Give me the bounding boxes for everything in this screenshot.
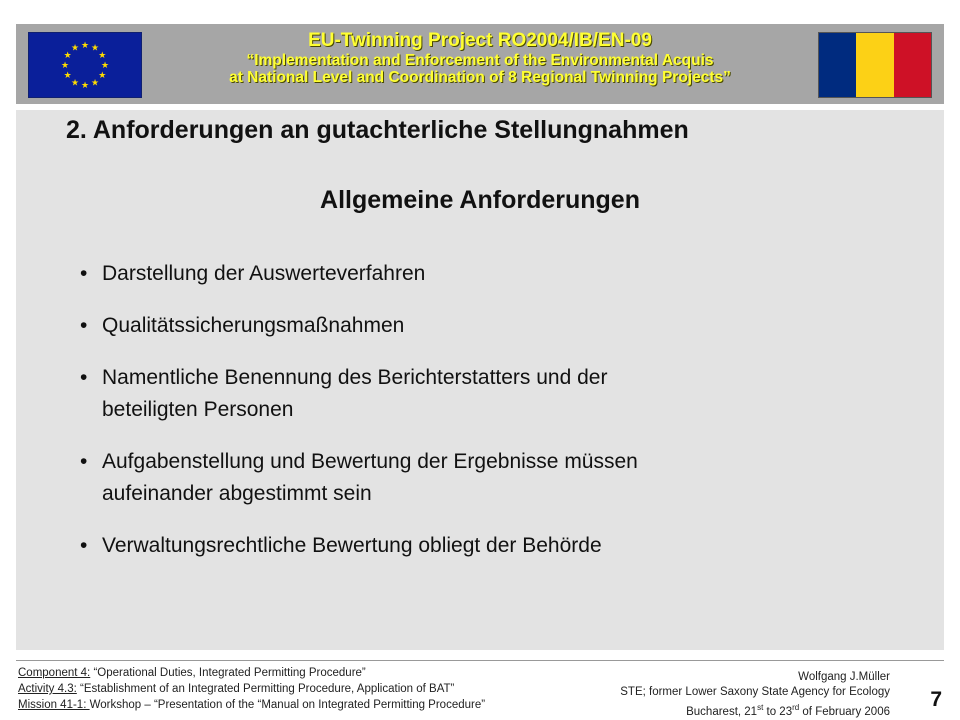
bullet-line: Darstellung der Auswerteverfahren bbox=[102, 262, 426, 285]
eu-star-icon: ★ bbox=[98, 50, 107, 60]
bullet-item bbox=[80, 310, 920, 342]
flag-stripe-blue bbox=[819, 33, 856, 97]
footer-project-info bbox=[18, 665, 578, 713]
eu-star-icon: ★ bbox=[90, 77, 100, 88]
presentation-date bbox=[620, 700, 890, 720]
bullet-line: beteiligten Personen bbox=[102, 398, 294, 421]
footer-activity bbox=[18, 681, 578, 697]
activity-text: “Establishment of an Integrated Permitting Procedure, Application of BAT” bbox=[76, 683, 455, 695]
footer-divider bbox=[16, 660, 944, 661]
eu-star-icon: ★ bbox=[60, 60, 70, 70]
author-affiliation: STE; former Lower Saxony State Agency for Ecology bbox=[620, 686, 890, 698]
mission-text: Workshop – “Presentation of the “Manual on Integrated Permitting Procedure” bbox=[89, 699, 486, 711]
project-title: EU-Twinning Project RO2004/IB/EN-09 bbox=[308, 30, 652, 51]
page-number: 7 bbox=[930, 688, 942, 711]
romania-flag-icon bbox=[818, 32, 932, 98]
header-band bbox=[16, 24, 944, 104]
component-text: “Operational Duties, Integrated Permitting Procedure” bbox=[90, 667, 366, 679]
bullet-line: Aufgabenstellung und Bewertung der Ergebnisse müssen bbox=[102, 450, 638, 473]
header-text bbox=[152, 30, 808, 86]
mission-label: Mission 41-1: bbox=[18, 699, 90, 711]
eu-star-icon: ★ bbox=[63, 50, 72, 60]
project-subtitle-line1: “Implementation and Enforcement of the Environmental Acquis bbox=[246, 52, 714, 69]
bullet-item bbox=[80, 446, 920, 510]
date-mid: to 23 bbox=[763, 705, 793, 718]
slide-title: 2. Anforderungen an gutachterliche Stellungnahmen bbox=[66, 116, 689, 144]
footer-mission bbox=[18, 697, 578, 713]
date-prefix: Bucharest, 21 bbox=[686, 705, 758, 718]
flag-stripe-yellow bbox=[856, 33, 893, 97]
bullet-line: Verwaltungsrechtliche Bewertung obliegt der Behörde bbox=[102, 534, 602, 557]
author-name: Wolfgang J.Müller bbox=[798, 671, 890, 683]
eu-star-icon: ★ bbox=[70, 77, 80, 88]
bullet-item bbox=[80, 362, 920, 426]
eu-star-icon: ★ bbox=[100, 60, 110, 70]
date-suffix-st: st bbox=[757, 703, 764, 712]
footer-author-info bbox=[620, 670, 890, 720]
eu-star-icon: ★ bbox=[70, 42, 80, 53]
eu-star-icon: ★ bbox=[63, 70, 72, 80]
activity-label: Activity 4.3: bbox=[18, 683, 77, 695]
bullet-line: aufeinander abgestimmt sein bbox=[102, 482, 372, 505]
eu-star-icon: ★ bbox=[80, 40, 90, 50]
date-suffix-rd: rd bbox=[792, 703, 800, 712]
bullet-line: Qualitätssicherungsmaßnahmen bbox=[102, 314, 405, 337]
bullet-item bbox=[80, 530, 920, 562]
bullet-item bbox=[80, 258, 920, 290]
eu-flag-icon bbox=[28, 32, 142, 98]
date-end: of February 2006 bbox=[799, 705, 890, 718]
eu-star-icon: ★ bbox=[90, 42, 100, 53]
eu-star-icon: ★ bbox=[80, 80, 90, 90]
footer-component bbox=[18, 665, 578, 681]
flag-stripe-red bbox=[894, 33, 931, 97]
slide-subtitle: Allgemeine Anforderungen bbox=[320, 186, 640, 214]
component-label: Component 4: bbox=[18, 667, 91, 679]
bullet-line: Namentliche Benennung des Berichterstatters und der bbox=[102, 366, 608, 389]
bullet-list bbox=[80, 258, 920, 582]
project-subtitle-line2: at National Level and Coordination of 8 Regional Twinning Projects” bbox=[229, 69, 731, 86]
eu-star-icon: ★ bbox=[98, 70, 107, 80]
slide-content bbox=[16, 110, 944, 650]
